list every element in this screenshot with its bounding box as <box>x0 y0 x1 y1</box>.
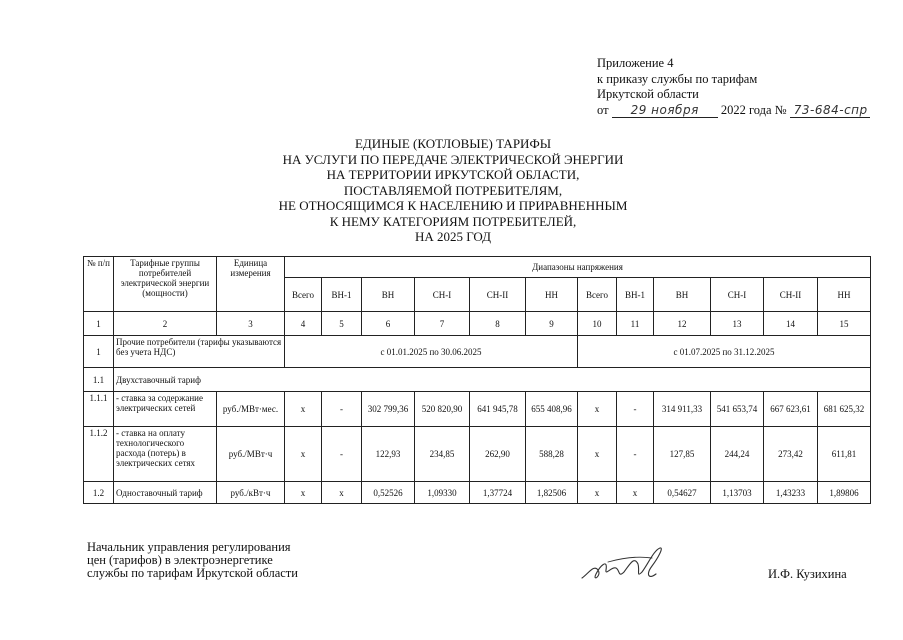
row-value: х <box>285 427 322 482</box>
row-value: - <box>617 427 654 482</box>
row-value: - <box>322 392 362 427</box>
column-number: 1 <box>84 312 114 336</box>
subheader-cell: СН-I <box>415 278 470 312</box>
row-value: 122,93 <box>362 427 415 482</box>
row-name: - ставка за содержание электрических сетей <box>114 392 217 427</box>
row-value: 273,42 <box>764 427 818 482</box>
row-value: х <box>578 392 617 427</box>
row-value: х <box>285 392 322 427</box>
row-value: 1,37724 <box>470 482 526 504</box>
column-number: 2 <box>114 312 217 336</box>
column-number: 13 <box>711 312 764 336</box>
header-unit: Единица измерения <box>217 257 285 312</box>
title-line: НЕ ОТНОСЯЩИМСЯ К НАСЕЛЕНИЮ И ПРИРАВНЕННЫМ <box>278 198 628 213</box>
row-value: - <box>322 427 362 482</box>
appendix-date-line <box>597 103 870 119</box>
section-name: Прочие потребители (тарифы указываются без учета НДС) <box>114 336 285 368</box>
title-line: НА УСЛУГИ ПО ПЕРЕДАЧЕ ЭЛЕКТРИЧЕСКОЙ ЭНЕРГИИ <box>282 151 624 167</box>
row-value: 314 911,33 <box>654 392 711 427</box>
row-unit: руб./кВт·ч <box>217 482 285 504</box>
subheader-cell: Всего <box>285 278 322 312</box>
row-name: - ставка на оплату технологического расхода (потерь) в электрических сетях <box>114 427 217 482</box>
header-group: Тарифные группы потребителей электрической энергии (мощности) <box>114 257 217 312</box>
column-number: 10 <box>578 312 617 336</box>
signer-name: И.Ф. Кузихина <box>768 567 847 581</box>
title-line: НА 2025 ГОД <box>414 229 492 244</box>
row-value: х <box>285 482 322 504</box>
row-value: 127,85 <box>654 427 711 482</box>
row-value: 244,24 <box>711 427 764 482</box>
tariff-table <box>83 256 871 504</box>
signer-position <box>87 541 298 579</box>
position-line: цен (тарифов) в электроэнергетике <box>87 552 273 567</box>
row-value: - <box>617 392 654 427</box>
header-num: № п/п <box>84 257 114 312</box>
row-value: х <box>617 482 654 504</box>
row-num: 1.1.2 <box>84 427 114 482</box>
column-number-row <box>84 312 871 336</box>
row-unit: руб./МВт·ч <box>217 427 285 482</box>
column-number: 4 <box>285 312 322 336</box>
signature-icon <box>578 544 670 586</box>
row-num: 1.1.1 <box>84 392 114 427</box>
year-text: 2022 года № <box>720 102 787 117</box>
title-line: ПОСТАВЛЯЕМОЙ ПОТРЕБИТЕЛЯМ, <box>343 182 563 198</box>
subheader-cell: ВН-1 <box>322 278 362 312</box>
handwritten-signature <box>578 544 670 591</box>
subheader-cell: НН <box>818 278 871 312</box>
appendix-block <box>597 56 870 118</box>
subheader-cell: Всего <box>578 278 617 312</box>
column-number: 3 <box>217 312 285 336</box>
handwritten-order-number: 73-684-спр <box>790 104 870 118</box>
table-row <box>84 482 871 504</box>
period-2: с 01.07.2025 по 31.12.2025 <box>578 336 871 368</box>
appendix-line-3: Иркутской области <box>597 87 699 102</box>
header-voltage-ranges: Диапазоны напряжения <box>285 257 871 278</box>
position-line: службы по тарифам Иркутской области <box>87 565 298 580</box>
row-value: 1,09330 <box>415 482 470 504</box>
row-value: 520 820,90 <box>415 392 470 427</box>
row-value: 1,13703 <box>711 482 764 504</box>
subheader-cell: СН-I <box>711 278 764 312</box>
column-number: 12 <box>654 312 711 336</box>
subheader-cell: ВН <box>362 278 415 312</box>
subheader-cell: СН-II <box>470 278 526 312</box>
subsection-num: 1.1 <box>84 368 114 392</box>
row-value: 1,43233 <box>764 482 818 504</box>
subheader-cell: НН <box>526 278 578 312</box>
column-number: 14 <box>764 312 818 336</box>
title-line: ЕДИНЫЕ (КОТЛОВЫЕ) ТАРИФЫ <box>354 136 552 151</box>
table-row <box>84 392 871 427</box>
row-value: 641 945,78 <box>470 392 526 427</box>
row-value: 0,54627 <box>654 482 711 504</box>
row-value: 262,90 <box>470 427 526 482</box>
column-number: 8 <box>470 312 526 336</box>
period-1: с 01.01.2025 по 30.06.2025 <box>285 336 578 368</box>
row-value: 655 408,96 <box>526 392 578 427</box>
row-value: х <box>578 482 617 504</box>
section-row <box>84 336 871 368</box>
row-value: 681 625,32 <box>818 392 871 427</box>
column-number: 15 <box>818 312 871 336</box>
row-value: х <box>578 427 617 482</box>
row-value: 541 653,74 <box>711 392 764 427</box>
subheader-cell: ВН-1 <box>617 278 654 312</box>
subsection-name: Двухставочный тариф <box>114 368 871 392</box>
row-value: 611,81 <box>818 427 871 482</box>
row-value: 0,52526 <box>362 482 415 504</box>
handwritten-date: 29 ноября <box>612 104 718 118</box>
row-value: 302 799,36 <box>362 392 415 427</box>
row-value: 588,28 <box>526 427 578 482</box>
column-number: 7 <box>415 312 470 336</box>
table-row <box>84 427 871 482</box>
row-name: Одноставочный тариф <box>114 482 217 504</box>
subheader-cell: СН-II <box>764 278 818 312</box>
position-line: Начальник управления регулирования <box>87 540 291 554</box>
subheader-cell: ВН <box>654 278 711 312</box>
row-value: 1,82506 <box>526 482 578 504</box>
appendix-line-1: Приложение 4 <box>597 56 674 70</box>
header-row <box>84 257 871 278</box>
column-number: 11 <box>617 312 654 336</box>
row-value: х <box>322 482 362 504</box>
subsection-row <box>84 368 871 392</box>
date-prefix: от <box>597 102 609 117</box>
title-line: НА ТЕРРИТОРИИ ИРКУТСКОЙ ОБЛАСТИ, <box>326 167 580 182</box>
row-value: 667 623,61 <box>764 392 818 427</box>
column-number: 9 <box>526 312 578 336</box>
column-number: 6 <box>362 312 415 336</box>
section-num: 1 <box>84 336 114 368</box>
appendix-line-2: к приказу службы по тарифам <box>597 71 758 86</box>
row-unit: руб./МВт·мес. <box>217 392 285 427</box>
row-value: 1,89806 <box>818 482 871 504</box>
column-number: 5 <box>322 312 362 336</box>
document-title <box>240 136 666 245</box>
row-value: 234,85 <box>415 427 470 482</box>
title-line: К НЕМУ КАТЕГОРИЯМ ПОТРЕБИТЕЛЕЙ, <box>329 213 577 229</box>
row-num: 1.2 <box>84 482 114 504</box>
